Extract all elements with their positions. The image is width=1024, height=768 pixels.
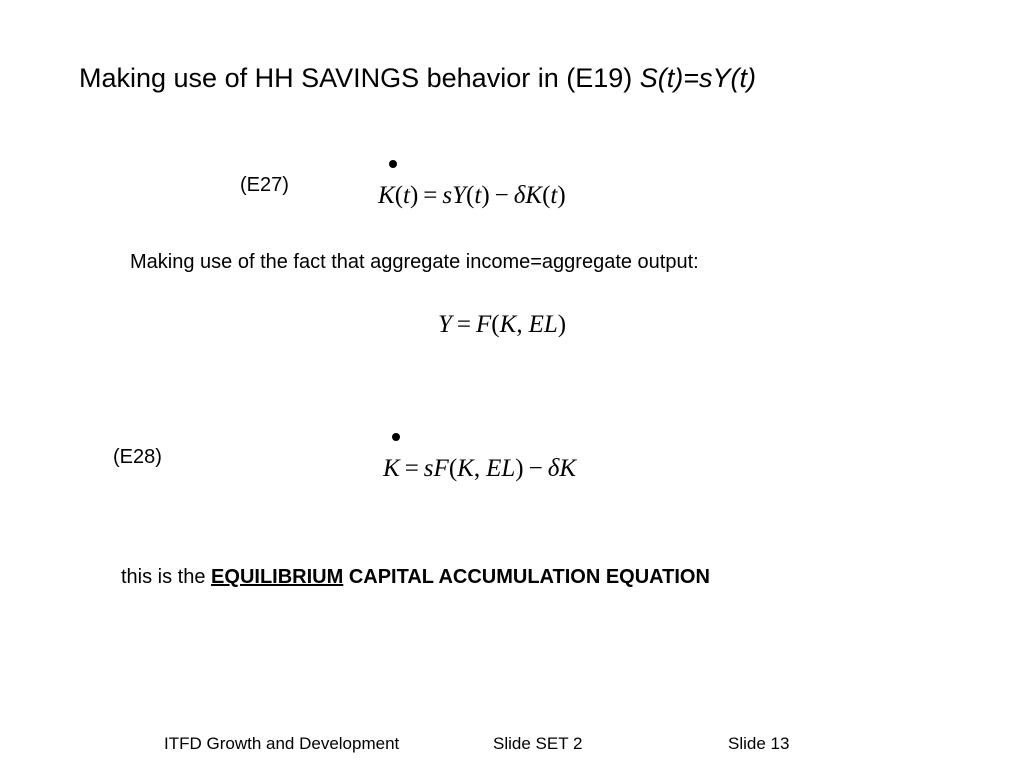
time-derivative-dot	[392, 433, 400, 441]
equation-label-e27: (E27)	[240, 174, 289, 196]
equilibrium-emphasis: EQUILIBRIUM	[211, 566, 344, 588]
time-derivative-dot	[389, 160, 397, 168]
intro-text: Making use of the fact that aggregate income=aggregate output:	[130, 251, 699, 273]
equation-e27: K(t) = sY(t) − δK(t)	[378, 182, 566, 209]
footer-course: ITFD Growth and Development	[164, 734, 400, 753]
production-function: Y = F(K, EL)	[438, 311, 567, 338]
equation-label-e28: (E28)	[113, 446, 162, 468]
equation-e28: K = sF(K, EL) − δK	[383, 455, 577, 482]
conclusion-text: this is the EQUILIBRIUM CAPITAL ACCUMULATION EQUATION	[121, 566, 710, 588]
footer-set: Slide SET 2	[493, 734, 583, 753]
slide-title-text: Making use of HH SAVINGS behavior in (E19)	[79, 63, 640, 93]
slide-title-formula: S(t)=sY(t)	[639, 63, 757, 93]
slide-title	[79, 60, 756, 96]
footer-slide-number: Slide 13	[728, 734, 790, 753]
